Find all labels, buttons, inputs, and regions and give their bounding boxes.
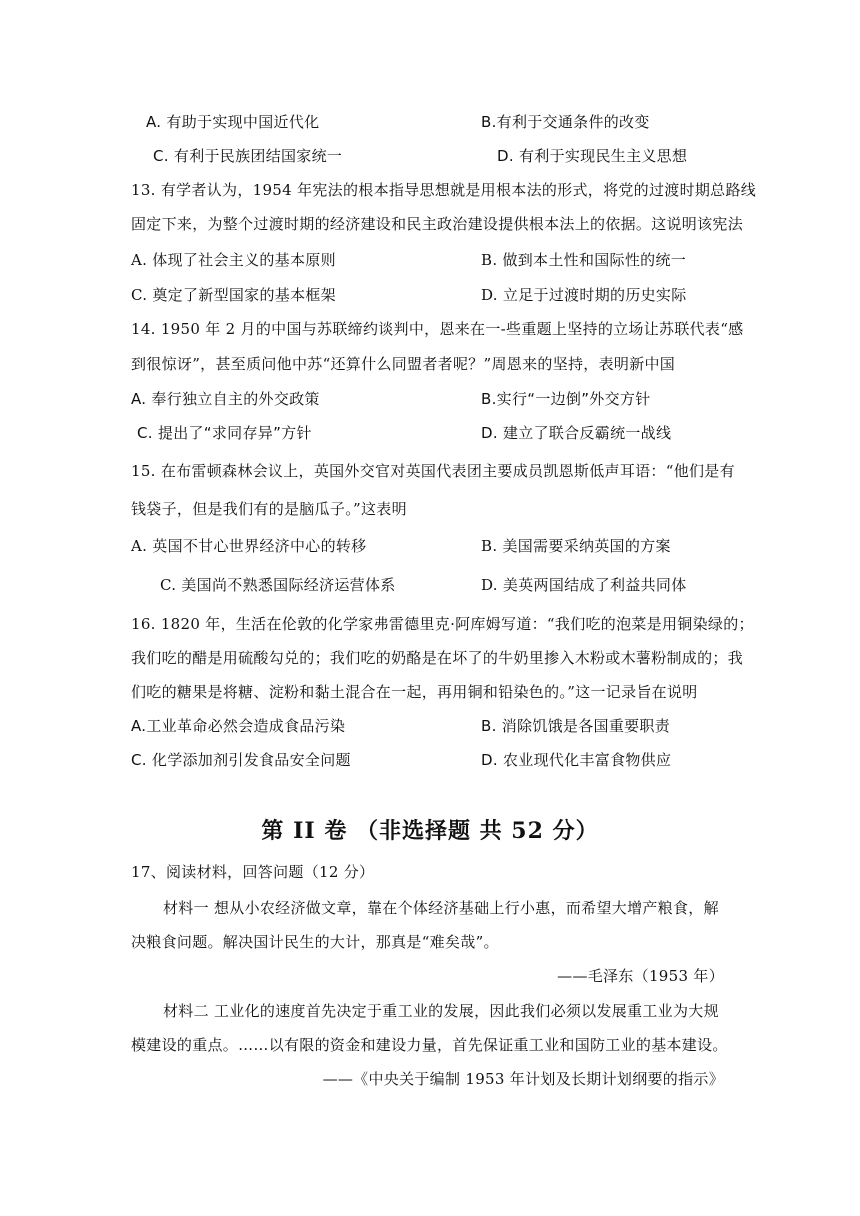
q17-material-1-line-1: 材料一 想从小农经济做文章，靠在个体经济基础上行小惠，而希望大增产粮食，解 (163, 899, 719, 917)
q15-option-c: C. 美国尚不熟悉国际经济运营体系 (160, 576, 396, 594)
q16-stem-line-1: 16. 1820 年，生活在伦敦的化学家弗雷德里克·阿库姆写道：“我们吃的泡菜是用铜染绿的； (131, 615, 754, 633)
q13-option-b: B. 做到本土性和国际性的统一 (481, 251, 687, 269)
q17-material-2-line-1: 材料二 工业化的速度首先决定于重工业的发展，因此我们必须以发展重工业为大规 (163, 1002, 719, 1020)
q13-option-d: D. 立足于过渡时期的历史实际 (481, 286, 687, 304)
q17-material-2-source: ——《中央关于编制 1953 年计划及长期计划纲要的指示》 (322, 1070, 724, 1088)
q12-option-b: B.有利于交通条件的改变 (481, 113, 650, 131)
q16-stem-line-3: 们吃的糖果是将糖、淀粉和黏土混合在一起，再用铜和铅染色的。”这一记录旨在说明 (131, 683, 698, 701)
q15-option-a: A. 英国不甘心世界经济中心的转移 (131, 537, 367, 555)
q16-option-d: D. 农业现代化丰富食物供应 (481, 751, 672, 769)
q13-stem-line-2: 固定下来，为整个过渡时期的经济建设和民主政治建设提供根本法上的依据。这说明该宪法 (131, 215, 744, 233)
q16-option-a: A.工业革命必然会造成食品污染 (131, 717, 346, 735)
q13-stem-line-1: 13. 有学者认为，1954 年宪法的根本指导思想就是用根本法的形式，将党的过渡时期总路线 (131, 181, 757, 199)
q14-option-b: B.实行“一边倒”外交方针 (481, 390, 651, 408)
q14-option-d: D. 建立了联合反霸统一战线 (481, 424, 672, 442)
q17-material-1-line-2: 决粮食问题。解决国计民生的大计，那真是“难矣哉”。 (131, 933, 499, 951)
q14-option-c: C. 提出了“求同存异”方针 (137, 424, 312, 442)
q15-option-b: B. 美国需要采纳英国的方案 (481, 537, 671, 555)
q17-material-1-source: ——毛泽东（1953 年） (557, 967, 724, 985)
q17-title: 17、阅读材料，回答问题（12 分） (131, 863, 375, 881)
q12-option-d: D. 有利于实现民生主义思想 (497, 147, 688, 165)
q16-option-c: C. 化学添加剂引发食品安全问题 (131, 751, 351, 769)
q12-option-c: C. 有利于民族团结国家统一 (153, 147, 343, 165)
q16-option-b: B. 消除饥饿是各国重要职责 (481, 717, 671, 735)
q14-option-a: A. 奉行独立自主的外交政策 (131, 390, 320, 408)
q15-stem-line-1: 15. 在布雷顿森林会议上，英国外交官对英国代表团主要成员凯恩斯低声耳语：“他们是有 (131, 462, 735, 480)
q14-stem-line-1: 14. 1950 年 2 月的中国与苏联缔约谈判中，恩来在一-些重题上坚持的立场让苏联代表“感 (131, 320, 744, 338)
q13-option-c: C. 奠定了新型国家的基本框架 (131, 286, 336, 304)
q15-stem-line-2: 钱袋子，但是我们有的是脑瓜子。”这表明 (131, 500, 407, 518)
section-heading: 第 II 卷 （非选择题 共 52 分） (261, 818, 599, 844)
q15-option-d: D. 美英两国结成了利益共同体 (481, 576, 687, 594)
q12-option-a: A. 有助于实现中国近代化 (146, 113, 320, 131)
q16-stem-line-2: 我们吃的醋是用硫酸勾兑的；我们吃的奶酪是在坏了的牛奶里掺入木粉或木薯粉制成的；我 (131, 649, 744, 667)
q13-option-a: A. 体现了社会主义的基本原则 (131, 251, 336, 269)
q17-material-2-line-2: 模建设的重点。……以有限的资金和建设力量，首先保证重工业和国防工业的基本建设。 (131, 1036, 728, 1054)
q14-stem-line-2: 到很惊讶”，甚至质问他中苏“还算什么同盟者者呢？”周恩来的坚持，表明新中国 (131, 355, 676, 373)
